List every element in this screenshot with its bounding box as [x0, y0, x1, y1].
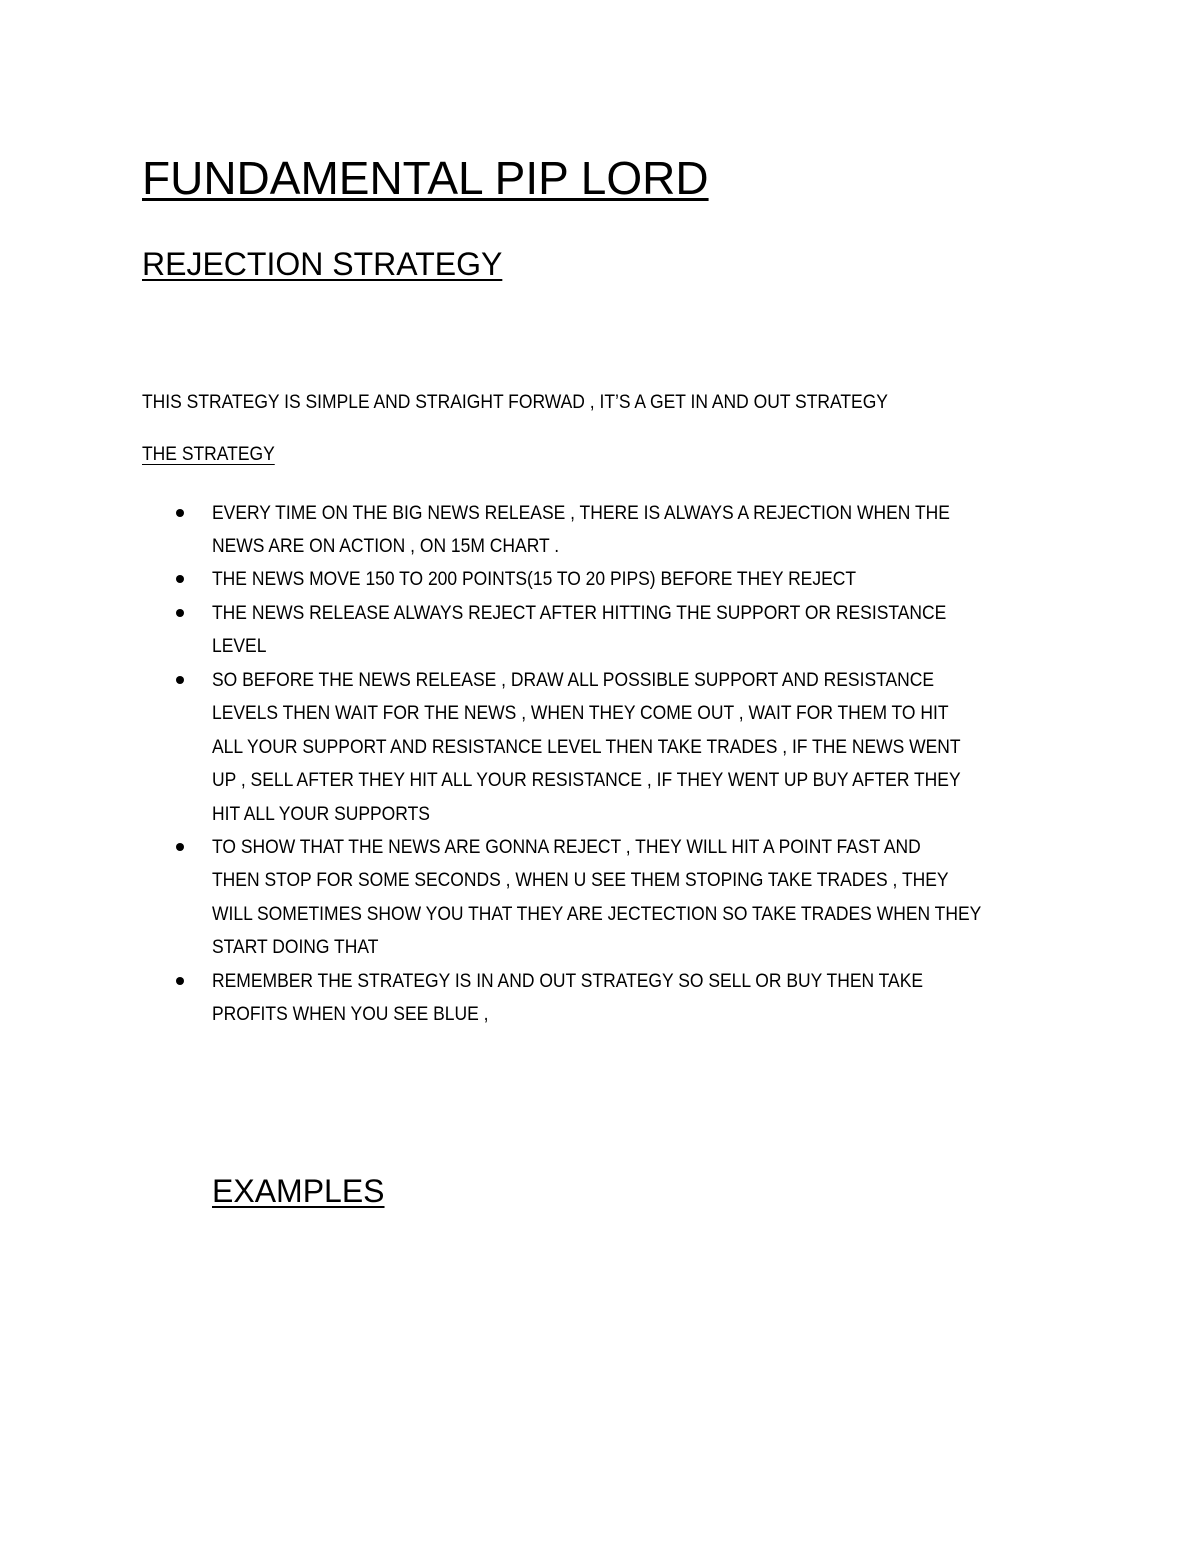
bullet-icon	[176, 575, 184, 583]
bullet-icon	[176, 509, 184, 517]
bullet-line: EVERY TIME ON THE BIG NEWS RELEASE , THERE IS ALWAYS A REJECTION WHEN THE	[212, 503, 950, 524]
bullet-icon	[176, 977, 184, 985]
bullet-line: NEWS ARE ON ACTION , ON 15M CHART .	[212, 536, 560, 558]
section-heading: THE STRATEGY	[142, 444, 275, 465]
bullet-line: ALL YOUR SUPPORT AND RESISTANCE LEVEL THEN TAKE TRADES , IF THE NEWS WENT	[212, 736, 961, 758]
bullet-icon	[176, 609, 184, 617]
document-subtitle: REJECTION STRATEGY	[142, 246, 503, 282]
bullet-line: START DOING THAT	[212, 937, 379, 959]
bullet-line: LEVEL	[212, 636, 267, 658]
document-title: FUNDAMENTAL PIP LORD	[142, 152, 709, 204]
bullet-line: HIT ALL YOUR SUPPORTS	[212, 803, 430, 825]
examples-heading: EXAMPLES	[212, 1173, 385, 1209]
bullet-line: REMEMBER THE STRATEGY IS IN AND OUT STRATEGY SO SELL OR BUY THEN TAKE	[212, 971, 924, 992]
bullet-line: WILL SOMETIMES SHOW YOU THAT THEY ARE JECTECTION SO TAKE TRADES WHEN THEY	[212, 903, 982, 925]
intro-paragraph: THIS STRATEGY IS SIMPLE AND STRAIGHT FORWAD , IT’S A GET IN AND OUT STRATEGY	[142, 392, 888, 413]
bullet-icon	[176, 843, 184, 851]
bullet-line: SO BEFORE THE NEWS RELEASE , DRAW ALL POSSIBLE SUPPORT AND RESISTANCE	[212, 670, 935, 691]
bullet-line: THE NEWS MOVE 150 TO 200 POINTS(15 TO 20 PIPS) BEFORE THEY REJECT	[212, 569, 857, 590]
bullet-line: TO SHOW THAT THE NEWS ARE GONNA REJECT , THEY WILL HIT A POINT FAST AND	[212, 837, 921, 858]
bullet-icon	[176, 676, 184, 684]
bullet-line: PROFITS WHEN YOU SEE BLUE ,	[212, 1004, 489, 1026]
bullet-line: THE NEWS RELEASE ALWAYS REJECT AFTER HITTING THE SUPPORT OR RESISTANCE	[212, 603, 947, 624]
bullet-line: LEVELS THEN WAIT FOR THE NEWS , WHEN THEY COME OUT , WAIT FOR THEM TO HIT	[212, 703, 949, 725]
bullet-line: UP , SELL AFTER THEY HIT ALL YOUR RESISTANCE , IF THEY WENT UP BUY AFTER THEY	[212, 770, 961, 792]
bullet-line: THEN STOP FOR SOME SECONDS , WHEN U SEE THEM STOPING TAKE TRADES , THEY	[212, 870, 949, 892]
